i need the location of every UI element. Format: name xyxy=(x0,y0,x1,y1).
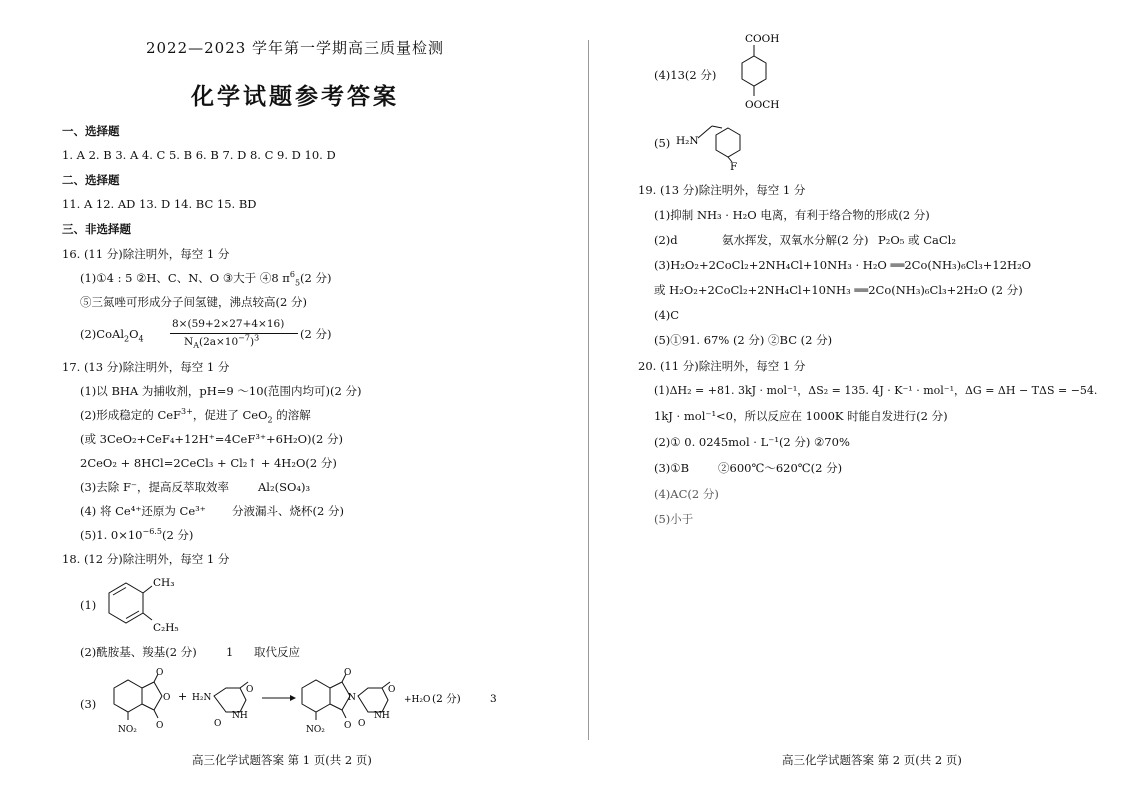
page-2-footer: 高三化学试题答案 第 2 页(共 2 页) xyxy=(782,753,962,767)
q18-part3-score: (2 分) xyxy=(432,693,461,705)
nitrophthalic-anhydride-structure xyxy=(114,668,170,735)
q16-score: (2 分) xyxy=(300,327,332,341)
product-o-top: O xyxy=(344,668,352,678)
q18-line-2c: 取代反应 xyxy=(254,645,300,659)
plus-water: +H₂O xyxy=(404,695,431,705)
q18-part5: (5) xyxy=(654,136,671,150)
q17-l7-a: (5)1. 0×10 xyxy=(80,528,143,542)
density-numerator: 8×(59+2×27+4×16) xyxy=(172,318,285,330)
plus-sign: + xyxy=(178,690,188,703)
q20-line-2: 1kJ · mol⁻¹<0，所以反应在 1000K 时能自发进行(2 分) xyxy=(654,409,948,423)
oocH-label: OOCH xyxy=(745,99,780,111)
q19-line-6: (5)①91. 67% (2 分) ②BC (2 分) xyxy=(654,333,833,347)
nitro-group-2: NO₂ xyxy=(306,725,325,735)
product-n: N xyxy=(348,693,356,703)
fluorine-label: F xyxy=(730,161,738,172)
den-sub-a: A xyxy=(193,341,199,351)
q17-l2-a: (2)形成稳定的 CeF xyxy=(80,408,182,422)
product-nh: NH xyxy=(374,711,390,721)
ch3-label: CH₃ xyxy=(153,577,175,589)
q17-line-1: (1)以 BHA 为捕收剂，pH=9 ～10(范围内均可)(2 分) xyxy=(80,384,362,398)
product-o-bottom: O xyxy=(344,721,352,731)
q16-line-1 xyxy=(80,270,332,288)
q16-l3-text: (2)CoAl xyxy=(80,327,124,341)
q16-l1-text: (1)①4 : 5 ②H、C、N、O ③大于 ④8 π xyxy=(80,271,290,285)
q19-line-1: (1)抑制 NH₃ · H₂O 电离，有利于络合物的形成(2 分) xyxy=(654,208,930,222)
q20-line-1: (1)ΔH₂ = +81. 3kJ · mol⁻¹，ΔS₂ = 135. 4J · K⁻¹ · mol⁻¹，ΔG = ΔH − TΔS = −54. xyxy=(654,384,1098,397)
cooh-label: COOH xyxy=(745,33,780,45)
glut-nh: NH xyxy=(232,711,248,721)
q18-part3-label: (3) xyxy=(80,697,97,711)
amine-label-2: H₂N xyxy=(676,135,699,147)
glut-o-bottom: O xyxy=(214,719,222,729)
q18-part4: (4)13(2 分) xyxy=(654,68,717,82)
reaction-scheme xyxy=(96,668,516,738)
q20-line-3b: ②70% xyxy=(814,435,850,449)
q16-line-2: ⑤三氮唑可形成分子间氢键，沸点较高(2 分) xyxy=(80,295,307,309)
q19-line-2b: 氨水挥发，双氧水分解(2 分) xyxy=(722,233,869,247)
q16-l1-sup: 6 xyxy=(289,270,295,280)
product-o-low: O xyxy=(358,719,366,729)
q19-line-2c: P₂O₅ 或 CaCl₂ xyxy=(878,233,956,247)
fluorobenzylamine-structure xyxy=(676,116,776,172)
anhydride-o-bottom: O xyxy=(156,721,164,731)
product-o-right: O xyxy=(388,685,396,695)
section-heading-choice: 一、选择题 xyxy=(62,124,120,138)
q19-line-3: (3)H₂O₂+2CoCl₂+2NH₄Cl+10NH₃ · H₂O ══2Co(NH₃)₆Cl₃+12H₂O xyxy=(654,258,1032,272)
q16-l3-mid: O xyxy=(129,327,139,341)
q19-line-5: (4)C xyxy=(654,308,680,322)
exam-header: 2022—2023 学年第一学期高三质量检测 xyxy=(145,39,445,57)
product-structure xyxy=(302,668,395,735)
q19-line-4: 或 H₂O₂+2CoCl₂+2NH₄Cl+10NH₃ ══2Co(NH₃)₆Cl₃+2H₂O (2 分) xyxy=(654,283,1023,297)
anhydride-o-top: O xyxy=(156,668,164,678)
q18-part3-last: 3 xyxy=(490,693,497,705)
den-cube: 3 xyxy=(254,333,260,343)
q20-heading: 20. (11 分)除注明外，每空 1 分 xyxy=(638,359,806,373)
den-n: N xyxy=(184,336,194,348)
section-heading-non-choice: 三、非选择题 xyxy=(62,222,131,236)
fraction-bar xyxy=(170,333,298,334)
answer-page-2 xyxy=(592,0,1123,794)
q17-l7-sup: −6.5 xyxy=(142,527,162,537)
reaction-arrow-head xyxy=(290,695,296,701)
q17-l2-sup: 3+ xyxy=(181,407,193,417)
q17-line-5a: (3)去除 F⁻，提高反萃取效率 xyxy=(80,480,229,494)
q18-line-2a: (2)酰胺基、羧基(2 分) xyxy=(80,645,197,659)
q20-line-4b: ②600℃～620℃(2 分) xyxy=(718,461,843,475)
q16-l3-sub1: 2 xyxy=(124,334,130,344)
amine-label: H₂N xyxy=(192,693,212,703)
formyloxy-benzoic-acid-structure xyxy=(728,30,798,114)
q17-line-3: (或 3CeO₂+CeF₄+12H⁺=4CeF³⁺+6H₂O)(2 分) xyxy=(80,432,343,446)
glut-o-top: O xyxy=(246,685,254,695)
section-heading-multi-choice: 二、选择题 xyxy=(62,173,120,187)
q17-line-6a: (4) 将 Ce⁴⁺还原为 Ce³⁺ xyxy=(80,504,206,518)
den-close: ) xyxy=(249,336,255,348)
column-divider xyxy=(588,40,589,740)
q18-heading: 18. (12 分)除注明外，每空 1 分 xyxy=(62,552,230,566)
q18-line-2b: 1 xyxy=(226,645,234,659)
q17-l2-c: 的溶解 xyxy=(272,408,311,422)
q20-line-4a: (3)①B xyxy=(654,461,690,475)
c2h5-label: C₂H₅ xyxy=(153,622,179,634)
q16-l1-score: (2 分) xyxy=(300,271,332,285)
nitro-group-1: NO₂ xyxy=(118,725,137,735)
q17-line-7 xyxy=(80,528,193,542)
q17-line-4: 2CeO₂ + 8HCl=2CeCl₃ + Cl₂↑ + 4H₂O(2 分) xyxy=(80,456,337,470)
q17-line-5b: Al₂(SO₄)₃ xyxy=(258,480,311,494)
q20-line-5: (4)AC(2 分) xyxy=(654,487,719,501)
q16-l1-sub: 5 xyxy=(294,278,301,288)
den-base: (2a×10 xyxy=(198,336,239,348)
q16-heading: 16. (11 分)除注明外，每空 1 分 xyxy=(62,247,230,261)
q17-l7-b: (2 分) xyxy=(161,528,194,542)
density-denominator xyxy=(184,333,260,351)
page-title: 化学试题参考答案 xyxy=(191,84,399,110)
anhydride-o-ring: O xyxy=(163,693,171,703)
q17-heading: 17. (13 分)除注明外，每空 1 分 xyxy=(62,360,230,374)
q19-line-2a: (2)d xyxy=(654,233,678,247)
o-ethyltoluene-structure xyxy=(96,570,186,640)
q19-heading: 19. (13 分)除注明外，每空 1 分 xyxy=(638,183,806,197)
q17-line-2 xyxy=(80,407,311,425)
answers-11-15: 11. A 12. AD 13. D 14. BC 15. BD xyxy=(62,197,257,211)
q20-line-6: (5)小于 xyxy=(654,512,694,526)
q16-l3-sub2: 4 xyxy=(138,334,144,344)
q17-l2-b: ，促进了 CeO xyxy=(192,408,268,422)
page-1-footer: 高三化学试题答案 第 1 页(共 2 页) xyxy=(192,753,372,767)
q18-part1-label: (1) xyxy=(80,598,97,612)
q17-line-6b: 分液漏斗、烧杯(2 分) xyxy=(232,504,344,518)
q17-l2-sub: 2 xyxy=(267,415,273,425)
den-exp: −7 xyxy=(238,333,250,343)
q20-line-3a: (2)① 0. 0245mol · L⁻¹(2 分) xyxy=(654,435,811,449)
answers-1-10: 1. A 2. B 3. A 4. C 5. B 6. B 7. D 8. C 9. D 10. D xyxy=(62,148,336,162)
q16-line-3 xyxy=(80,327,144,344)
aminoglutarimide-structure xyxy=(192,682,253,729)
